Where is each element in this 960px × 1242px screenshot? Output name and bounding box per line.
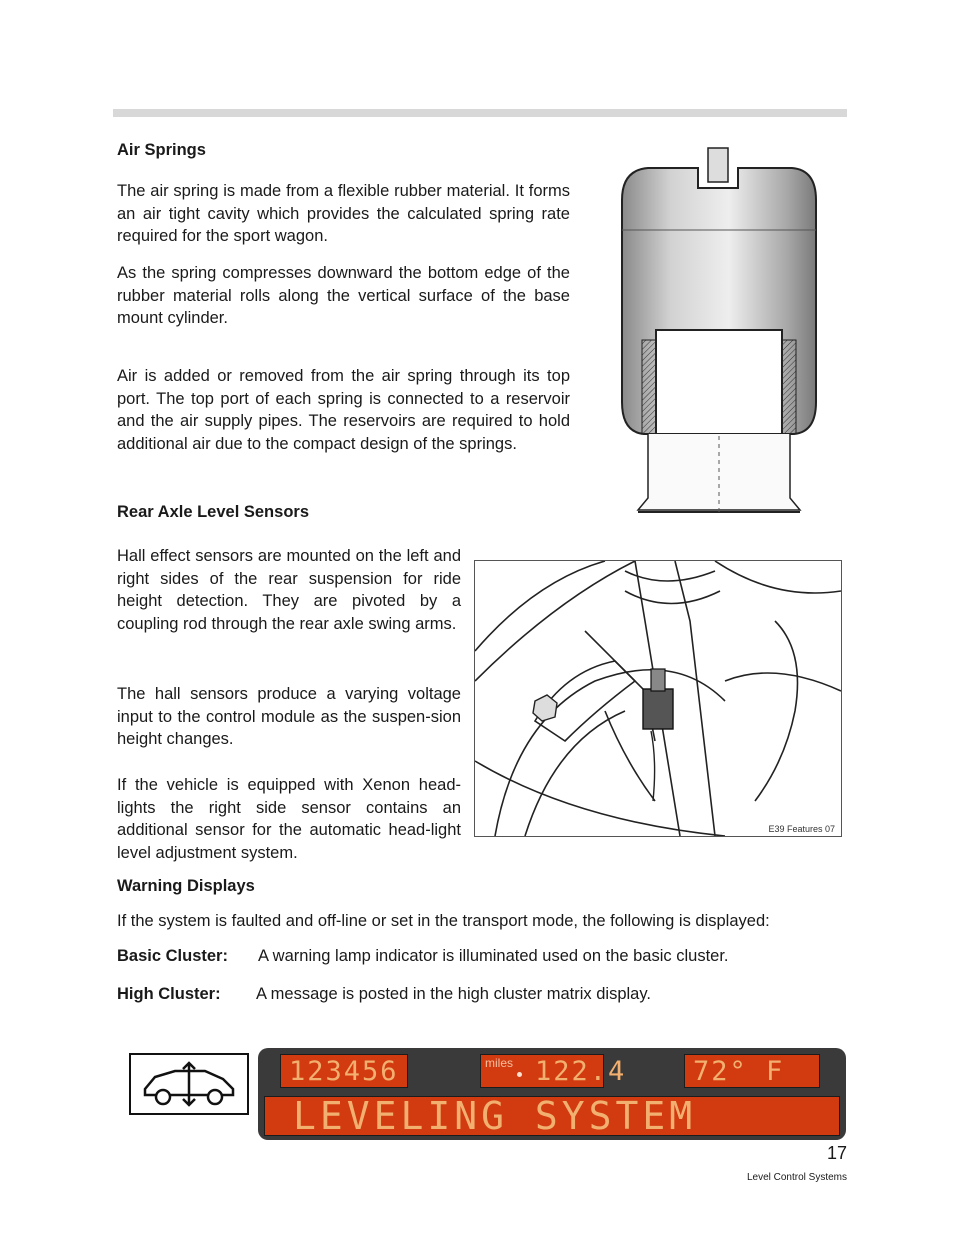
car-level-icon [131,1055,247,1113]
leveling-system-message: LEVELING SYSTEM [293,1094,697,1138]
heading-warning-displays: Warning Displays [117,877,255,895]
heading-rear-axle-level-sensors: Rear Axle Level Sensors [117,503,309,521]
miles-label: miles [485,1056,514,1070]
suspension-line-drawing [475,561,841,836]
high-cluster-text: A message is posted in the high cluster matrix display. [256,985,651,1003]
trip-display [480,1054,627,1088]
hall-sensor [643,689,673,729]
air-springs-para-1: The air spring is made from a flexible rubber material. It forms an air tight cavity which provides the calculated spring rate required for the sport wagon. [117,182,570,246]
level-warning-lamp-icon [129,1053,249,1115]
temperature-display [684,1054,820,1088]
message-display [264,1096,840,1136]
sensors-para-2: The hall sensors produce a varying voltage input to the control module as the suspen-sion height changes. [117,685,461,749]
high-cluster-label: High Cluster: [117,985,221,1003]
top-rule [113,109,847,117]
warning-intro: If the system is faulted and off-line or set in the transport mode, the following is displayed: [117,912,770,930]
sensors-para-3: If the vehicle is equipped with Xenon head-lights the right side sensor contains an additional sensor for the automatic head-light level adjustment system. [117,776,461,862]
air-spring-cutaway-figure [608,140,830,518]
page-number: 17 [826,1143,847,1163]
temperature-value: 72° F [693,1055,785,1087]
decimal-dot [517,1072,522,1077]
basic-cluster-label: Basic Cluster: [117,947,228,965]
sensors-para-1: Hall effect sensors are mounted on the left and right sides of the rear suspension for ride height detection. They are pivoted by a coupling rod through the rear axle swing arms. [117,547,461,633]
odometer-display [280,1054,408,1088]
top-port [708,148,728,182]
air-springs-para-2: As the spring compresses downward the bottom edge of the rubber material rolls along the vertical surface of the base mount cylinder. [117,264,570,328]
heading-air-springs: Air Springs [117,141,206,159]
basic-cluster-text: A warning lamp indicator is illuminated used on the basic cluster. [258,947,729,965]
footer-title: Level Control Systems [746,1172,847,1183]
rear-axle-sensor-photo [474,560,842,837]
air-springs-para-3: Air is added or removed from the air spring through its top port. The top port of each spring is connected to a reservoir and the air supply pipes. The reservoirs are required to hold additional air due to the compact design of the springs. [117,367,570,453]
trip-value: 122.4 [535,1056,627,1087]
photo-caption: E39 Features 07 [768,824,835,834]
high-cluster-matrix-display [258,1048,846,1140]
odometer-value: 123456 [289,1055,399,1087]
base-mount-cylinder [656,330,782,434]
